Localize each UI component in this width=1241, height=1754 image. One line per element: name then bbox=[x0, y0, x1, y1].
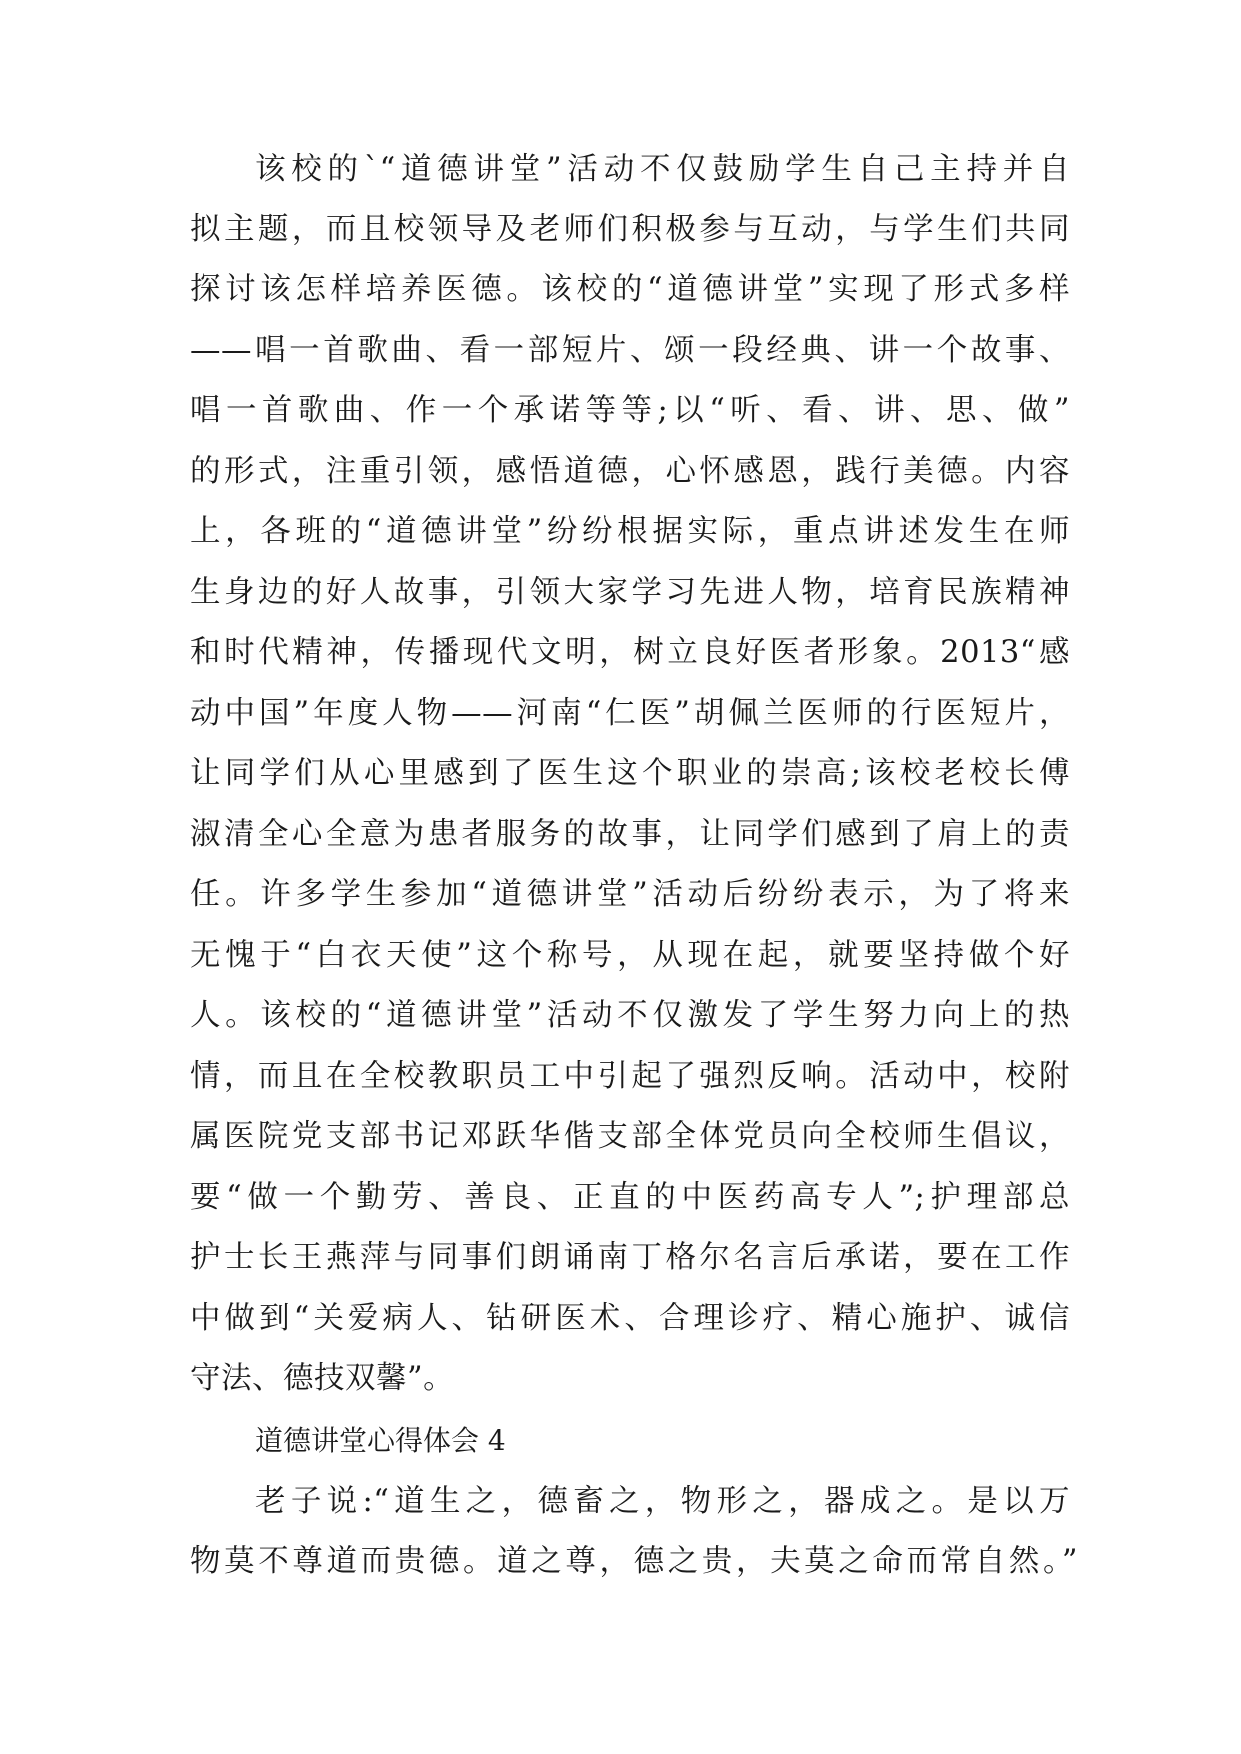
paragraph-line: 的形式，注重引领，感悟道德，心怀感恩，践行美德。内容 bbox=[190, 454, 1070, 489]
paragraph-line: 让同学们从心里感到了医生这个职业的崇高;该校老校长傅 bbox=[190, 756, 1070, 791]
paragraph-line: 属医院党支部书记邓跃华偕支部全体党员向全校师生倡议， bbox=[190, 1119, 1070, 1154]
paragraph-line: 守法、德技双馨”。 bbox=[190, 1361, 455, 1396]
paragraph-line: 无愧于“白衣天使”这个称号，从现在起，就要坚持做个好 bbox=[190, 938, 1070, 973]
paragraph-line: 中做到“关爱病人、钻研医术、合理诊疗、精心施护、诚信 bbox=[190, 1301, 1070, 1336]
paragraph-line: 拟主题，而且校领导及老师们积极参与互动，与学生们共同 bbox=[190, 212, 1070, 247]
paragraph-line: 要“做一个勤劳、善良、正直的中医药高专人”;护理部总 bbox=[190, 1180, 1070, 1215]
paragraph-line: 淑清全心全意为患者服务的故事，让同学们感到了肩上的责 bbox=[190, 817, 1070, 852]
paragraph-line: 物莫不尊道而贵德。道之尊，德之贵，夫莫之命而常自然。” bbox=[190, 1544, 1078, 1579]
paragraph-line: 任。许多学生参加“道德讲堂”活动后纷纷表示，为了将来 bbox=[190, 877, 1070, 912]
paragraph-line: 护士长王燕萍与同事们朗诵南丁格尔名言后承诺，要在工作 bbox=[190, 1240, 1070, 1275]
paragraph-line: 上，各班的“道德讲堂”纷纷根据实际，重点讲述发生在师 bbox=[190, 514, 1070, 549]
paragraph-line: 唱一首歌曲、作一个承诺等等;以“听、看、讲、思、做” bbox=[190, 393, 1070, 428]
section-heading: 道德讲堂心得体会 4 bbox=[255, 1424, 506, 1457]
paragraph-line: 和时代精神，传播现代文明，树立良好医者形象。2013“感 bbox=[190, 635, 1070, 670]
paragraph-line: 情，而且在全校教职员工中引起了强烈反响。活动中，校附 bbox=[190, 1059, 1070, 1094]
paragraph-line: 探讨该怎样培养医德。该校的“道德讲堂”实现了形式多样 bbox=[190, 272, 1070, 307]
paragraph-line: 人。该校的“道德讲堂”活动不仅激发了学生努力向上的热 bbox=[190, 998, 1070, 1033]
paragraph-line: 生身边的好人故事，引领大家学习先进人物，培育民族精神 bbox=[190, 575, 1070, 610]
paragraph-line: 老子说:“道生之，德畜之，物形之，器成之。是以万 bbox=[255, 1484, 1070, 1519]
paragraph-line: 动中国”年度人物——河南“仁医”胡佩兰医师的行医短片， bbox=[190, 696, 1070, 731]
paragraph-line: ——唱一首歌曲、看一部短片、颂一段经典、讲一个故事、 bbox=[190, 333, 1070, 368]
paragraph-line: 该校的`“道德讲堂”活动不仅鼓励学生自己主持并自 bbox=[255, 152, 1070, 187]
